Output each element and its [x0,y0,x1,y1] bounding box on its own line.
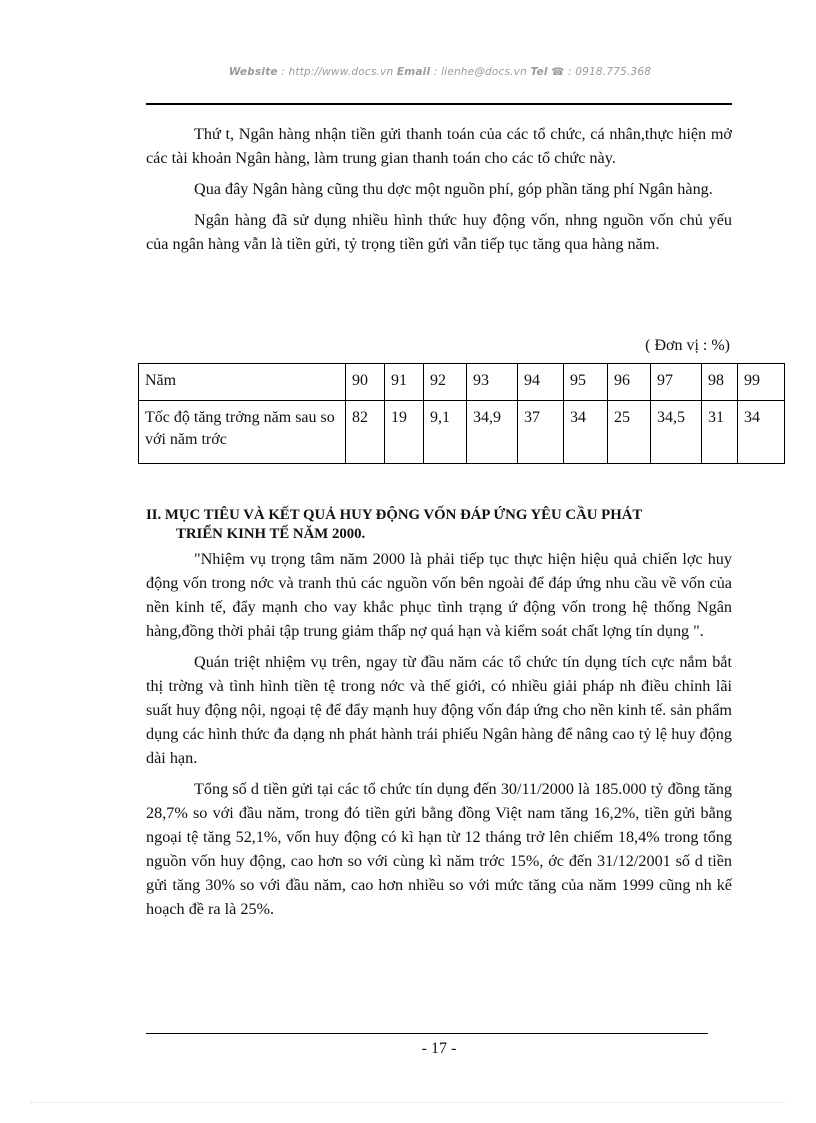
growth-cell: 34 [738,401,785,464]
paragraph: Ngân hàng đã sử dụng nhiều hình thức huy động vốn, nhng nguồn vốn chủ yếu của ngân hàng vẫn là tiền gửi, tỷ trọng tiền gửi vẫn tiếp tục tăng qua hàng năm. [146,211,732,253]
website-label: Website [228,66,278,78]
growth-cell: 34,5 [651,401,702,464]
paragraph: "Nhiệm vụ trọng tâm năm 2000 là phải tiếp tục thực hiện hiệu quả chiến lợc huy động vốn trong nớc và tranh thủ các nguồn vốn bên ngoài để đáp ứng nhu cầu về vốn của nền kinh tế, đẩy mạnh cho vay khắc phục tình trạng ứ động vốn trong hệ thống Ngân hàng,đồng thời phải tập trung giảm thấp nợ quá hạn và kiểm soát chất lợng tín dụng ". [146,550,732,640]
paragraph: Thứ t, Ngân hàng nhận tiền gửi thanh toán của các tổ chức, cá nhân,thực hiện mở các tài khoản Ngân hàng, làm trung gian thanh toán cho các tổ chức này. [146,125,732,167]
year-cell: 92 [424,364,467,401]
body-bottom [146,547,732,928]
paragraph: Quán triệt nhiệm vụ trên, ngay từ đầu năm các tổ chức tín dụng tích cực nắm bắt thị trờng và tình hình tiền tệ trong nớc và thế giới, có nhiều giải pháp nh điều chỉnh lãi suất huy động nội, ngoại tệ để đẩy mạnh huy động vốn đáp ứng cho nền kinh tế. sản phẩm dụng các hình thức đa dạng nh phát hành trái phiếu Ngân hàng để nâng cao tỷ lệ huy động dài hạn. [146,653,732,767]
growth-cell: 25 [608,401,651,464]
growth-cell: 31 [702,401,738,464]
growth-cell: 9,1 [424,401,467,464]
tel-value: ☎ : 0918.775.368 [547,66,652,78]
paragraph: Qua đây Ngân hàng cũng thu dợc một nguồn phí, góp phần tăng phí Ngân hàng. [194,180,713,198]
header-divider [146,103,732,105]
growth-cell: 34,9 [467,401,518,464]
growth-cell: 37 [518,401,564,464]
table-unit: ( Đơn vị : %) [645,337,730,354]
table-row [139,364,785,401]
year-cell: 99 [738,364,785,401]
tel-label: Tel [530,66,548,78]
paragraph: Tổng số d tiền gửi tại các tổ chức tín dụng đến 30/11/2000 là 185.000 tỷ đồng tăng 28,7% so với đầu năm, trong đó tiền gửi bằng đồng Việt nam tăng 16,2%, tiền gửi bằng ngoại tệ tăng 52,1%, vốn huy động có kì hạn từ 12 tháng trở lên chiếm 18,4% trong tổng nguồn vốn huy động, cao hơn so với cùng kì năm trớc 15%, ớc đến 31/12/2001 số d tiền gửi tăng 30% so với đầu năm, cao hơn nhiều so với mức tăng của năm 1999 cũng nh kế hoạch đề ra là 25%. [146,780,732,918]
page-header [148,66,732,78]
footer-divider [146,1033,708,1034]
section-heading-line2: TRIỂN KINH TẾ NĂM 2000. [176,526,366,542]
year-cell: 98 [702,364,738,401]
section-heading [146,506,732,544]
body-top [146,122,732,263]
email-label: Email [396,66,431,78]
page-number: - 17 - [421,1040,457,1057]
row-header-year: Năm [139,364,346,401]
year-cell: 91 [385,364,424,401]
website-value: : http://www.docs.vn [277,66,397,78]
deposit-growth-table [138,363,785,464]
growth-cell: 82 [346,401,385,464]
year-cell: 94 [518,364,564,401]
year-cell: 93 [467,364,518,401]
email-value: : lienhe@docs.vn [430,66,531,78]
year-cell: 97 [651,364,702,401]
year-cell: 95 [564,364,608,401]
row-header-growth: Tốc độ tăng trởng năm sau so với năm trớc [139,401,346,464]
page-edge-divider [30,1102,786,1103]
growth-cell: 19 [385,401,424,464]
table-row [139,401,785,464]
growth-cell: 34 [564,401,608,464]
year-cell: 96 [608,364,651,401]
year-cell: 90 [346,364,385,401]
section-heading-line1: II. MỤC TIÊU VÀ KẾT QUẢ HUY ĐỘNG VỐN ĐÁP ỨNG YÊU CẦU PHÁT [146,507,643,523]
